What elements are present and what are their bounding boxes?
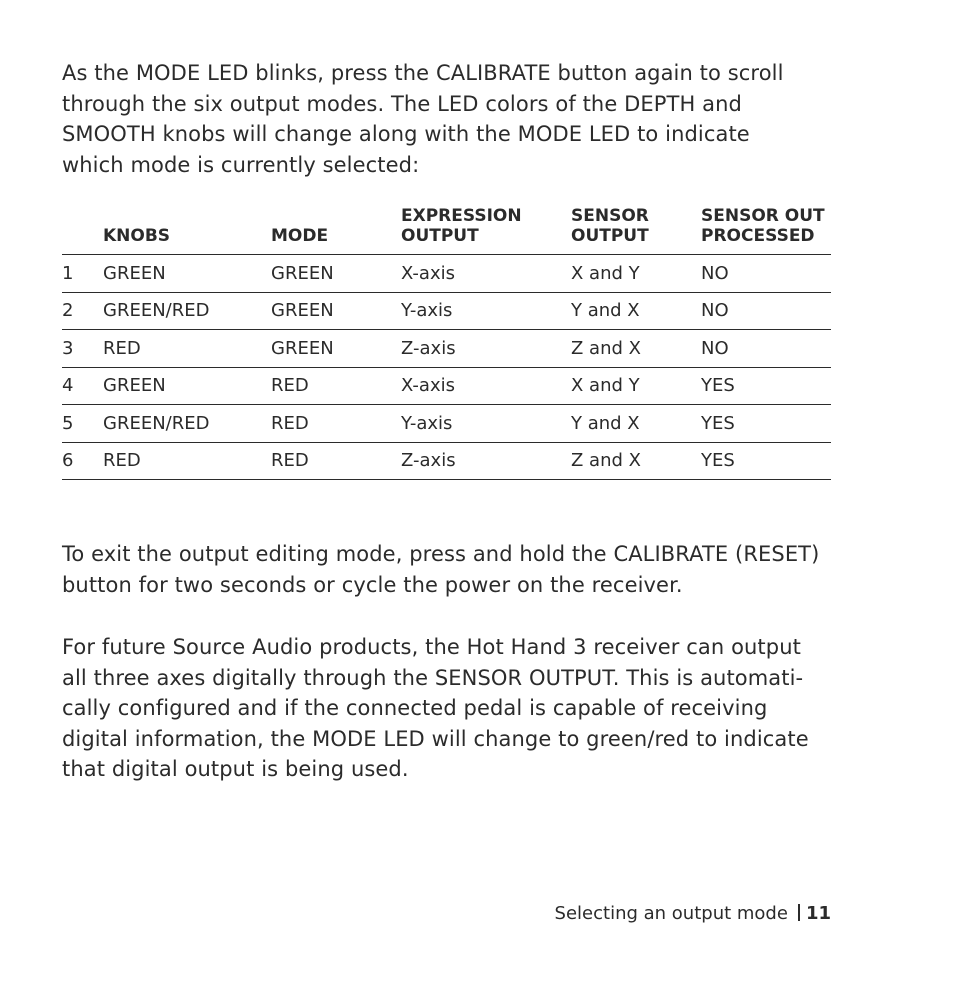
header-text-line: OUTPUT: [401, 226, 479, 246]
intro-line: SMOOTH knobs will change along with the MODE LED to indicate: [62, 122, 750, 146]
cell-mode: GREEN: [271, 255, 401, 293]
cell-sensor-output: Y and X: [571, 405, 701, 443]
header-knobs-text: KNOBS: [103, 226, 171, 246]
cell-sensor-output: X and Y: [571, 367, 701, 405]
header-knobs: [103, 206, 271, 255]
footer-separator: [798, 904, 800, 921]
intro-line: which mode is currently selected:: [62, 152, 420, 177]
header-mode: [271, 206, 401, 255]
page-number: 11: [805, 903, 831, 924]
cell-knobs: GREEN/RED: [103, 405, 271, 443]
cell-mode: RED: [271, 442, 401, 480]
digital-output-line: For future Source Audio products, the Hot Hand 3 receiver can output: [62, 635, 801, 659]
cell-knobs: GREEN/RED: [103, 292, 271, 330]
table-header-row: [62, 206, 831, 255]
cell-sensor-output: Z and X: [571, 330, 701, 368]
cell-number: 1: [62, 255, 103, 293]
cell-mode: RED: [271, 405, 401, 443]
cell-sensor-out-processed: YES: [701, 405, 831, 443]
digital-output-line: all three axes digitally through the SENSOR OUTPUT. This is automati-: [62, 665, 804, 690]
digital-output-paragraph: [62, 632, 842, 785]
exit-paragraph: [62, 539, 842, 600]
output-modes-table: [62, 206, 831, 480]
cell-sensor-output: Z and X: [571, 442, 701, 480]
header-text-line: EXPRESSION: [401, 206, 522, 226]
header-text-line: OUTPUT: [571, 226, 649, 246]
cell-mode: GREEN: [271, 292, 401, 330]
exit-line: To exit the output editing mode, press and hold the CALIBRATE (RESET): [62, 542, 820, 566]
page-footer: [555, 903, 831, 924]
cell-expression-output: Y-axis: [401, 405, 571, 443]
cell-number: 4: [62, 367, 103, 405]
header-number: [62, 206, 103, 255]
intro-line: through the six output modes. The LED colors of the DEPTH and: [62, 91, 742, 116]
digital-output-line: digital information, the MODE LED will change to green/red to indicate: [62, 726, 809, 751]
cell-sensor-output: X and Y: [571, 255, 701, 293]
cell-sensor-out-processed: YES: [701, 367, 831, 405]
intro-line: As the MODE LED blinks, press the CALIBRATE button again to scroll: [62, 61, 784, 85]
cell-mode: RED: [271, 367, 401, 405]
cell-number: 3: [62, 330, 103, 368]
table-row: [62, 330, 831, 368]
footer-section-title: Selecting an output mode: [554, 903, 788, 924]
cell-knobs: RED: [103, 330, 271, 368]
header-text-line: PROCESSED: [701, 226, 815, 246]
cell-sensor-out-processed: NO: [701, 292, 831, 330]
cell-expression-output: X-axis: [401, 255, 571, 293]
cell-knobs: GREEN: [103, 255, 271, 293]
cell-sensor-out-processed: YES: [701, 442, 831, 480]
cell-expression-output: Y-axis: [401, 292, 571, 330]
table-row: [62, 442, 831, 480]
cell-sensor-output: Y and X: [571, 292, 701, 330]
exit-line: button for two seconds or cycle the power on the receiver.: [62, 572, 683, 597]
intro-paragraph: [62, 58, 842, 180]
header-expression-output: [401, 206, 571, 255]
cell-mode: GREEN: [271, 330, 401, 368]
header-mode-text: MODE: [271, 226, 329, 246]
cell-expression-output: Z-axis: [401, 442, 571, 480]
cell-expression-output: X-axis: [401, 367, 571, 405]
table-row: [62, 367, 831, 405]
digital-output-line: that digital output is being used.: [62, 757, 409, 781]
table-row: [62, 292, 831, 330]
cell-number: 2: [62, 292, 103, 330]
cell-sensor-out-processed: NO: [701, 255, 831, 293]
table-row: [62, 255, 831, 293]
digital-output-line: cally configured and if the connected pedal is capable of receiving: [62, 696, 768, 720]
cell-knobs: RED: [103, 442, 271, 480]
cell-number: 6: [62, 442, 103, 480]
header-sensor-out-processed: [701, 206, 831, 255]
header-sensor-output: [571, 206, 701, 255]
table-row: [62, 405, 831, 443]
header-text-line: SENSOR OUT: [701, 206, 825, 226]
cell-expression-output: Z-axis: [401, 330, 571, 368]
cell-knobs: GREEN: [103, 367, 271, 405]
cell-sensor-out-processed: NO: [701, 330, 831, 368]
cell-number: 5: [62, 405, 103, 443]
header-text-line: SENSOR: [571, 206, 649, 226]
